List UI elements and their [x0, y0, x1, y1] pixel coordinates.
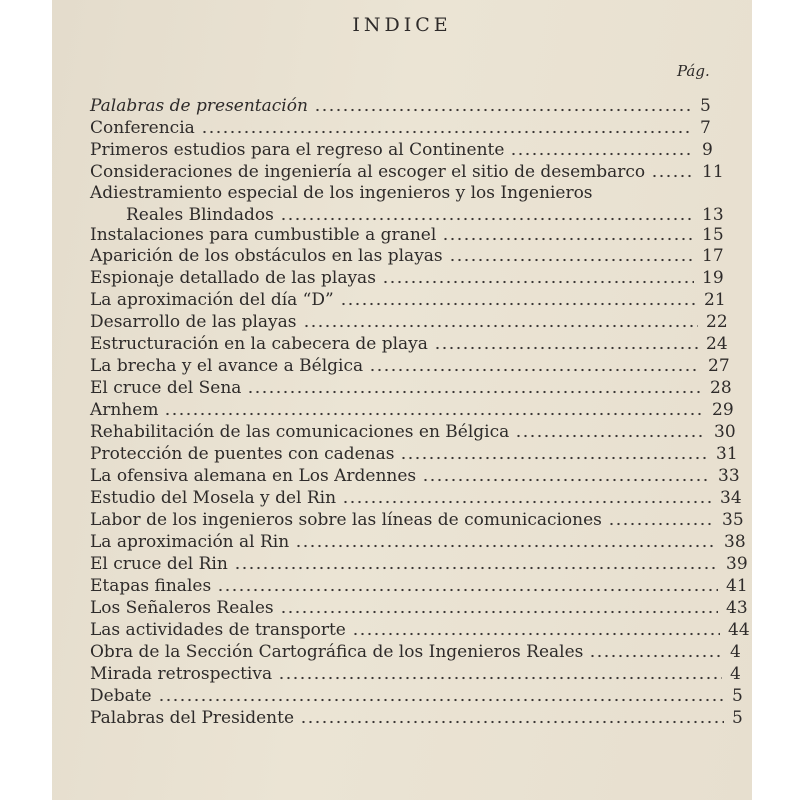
toc-entry — [90, 140, 752, 162]
dot-leader — [352, 632, 720, 636]
toc-entry-title: Protección de puentes con cadenas — [90, 444, 395, 464]
dot-leader — [651, 174, 694, 178]
dot-leader — [278, 676, 722, 680]
toc-entry — [90, 183, 752, 225]
toc-entry-title: Arnhem — [90, 400, 159, 420]
toc-entry — [90, 400, 752, 422]
dot-leader — [314, 108, 692, 112]
toc-entry — [90, 162, 752, 184]
toc-entry-title: Conferencia — [90, 118, 195, 138]
toc-entry-title-continued: Reales Blindados — [126, 205, 274, 225]
toc-entry-title: Consideraciones de ingeniería al escoger el sitio de desembarco — [90, 162, 646, 182]
dot-leader — [369, 368, 700, 372]
dot-leader — [442, 237, 694, 241]
dot-leader — [300, 720, 724, 724]
toc-page-number: 7 — [700, 118, 711, 138]
toc-entry — [90, 488, 752, 510]
toc-entry-title: Las actividades de transporte — [90, 620, 346, 640]
dot-leader — [589, 654, 722, 658]
toc-entry-title: La brecha y el avance a Bélgica — [90, 356, 364, 376]
book-page — [52, 0, 752, 800]
dot-leader — [164, 412, 704, 416]
toc-entry-title: Espionaje detallado de las playas — [90, 268, 376, 288]
dot-leader — [515, 434, 706, 438]
toc-entry — [90, 576, 752, 598]
toc-entry — [90, 532, 752, 554]
page-column-header: Pág. — [677, 62, 710, 80]
toc-page-number: 39 — [726, 554, 748, 574]
toc-entry-title: Los Señaleros Reales — [90, 598, 274, 618]
dot-leader — [449, 258, 694, 262]
toc-page-number: 9 — [702, 140, 713, 160]
toc-entry-title: Estructuración en la cabecera de playa — [90, 334, 428, 354]
toc-entry — [90, 620, 752, 642]
dot-leader — [303, 324, 698, 328]
dot-leader — [217, 588, 718, 592]
toc-entry-title: La ofensiva alemana en Los Ardennes — [90, 466, 417, 486]
dot-leader — [382, 280, 694, 284]
toc-page-number: 44 — [728, 620, 750, 640]
toc-entry — [90, 664, 752, 686]
toc-entry — [90, 246, 752, 268]
toc-entry-title: La aproximación al Rin — [90, 532, 290, 552]
toc-page-number: 38 — [724, 532, 746, 552]
toc-entry-title: Adiestramiento especial de los ingenieros y los Ingenieros — [90, 183, 593, 203]
toc-entry-title: El cruce del Sena — [90, 378, 242, 398]
toc-entry-title: Mirada retrospectiva — [90, 664, 273, 684]
toc-entry-title: Etapas finales — [90, 576, 212, 596]
dot-leader — [201, 130, 692, 134]
toc-page-number: 4 — [730, 664, 741, 684]
toc-entry — [90, 334, 752, 356]
dot-leader — [340, 302, 696, 306]
toc-page-number: 22 — [706, 312, 728, 332]
toc-page-number: 33 — [718, 466, 740, 486]
toc-page-number: 19 — [702, 268, 724, 288]
dot-leader — [280, 217, 694, 221]
toc-entry — [90, 290, 752, 312]
toc-page-number: 31 — [716, 444, 738, 464]
toc-page-number: 5 — [732, 686, 743, 706]
toc-entry-title: Instalaciones para cumbustible a granel — [90, 225, 437, 245]
toc-page-number: 17 — [702, 246, 724, 266]
dot-leader — [295, 544, 716, 548]
toc-page-number: 30 — [714, 422, 736, 442]
dot-leader — [400, 456, 708, 460]
dot-leader — [158, 698, 724, 702]
toc-entry-title: Desarrollo de las playas — [90, 312, 297, 332]
toc-entry — [90, 356, 752, 378]
toc-entry — [90, 510, 752, 532]
toc-page-number: 27 — [708, 356, 730, 376]
table-of-contents — [52, 0, 752, 800]
toc-entry — [90, 378, 752, 400]
toc-page-number: 24 — [706, 334, 728, 354]
dot-leader — [434, 346, 698, 350]
toc-entry — [90, 466, 752, 488]
toc-entry-title: Rehabilitación de las comunicaciones en Bélgica — [90, 422, 510, 442]
toc-page-number: 43 — [726, 598, 748, 618]
dot-leader — [247, 390, 702, 394]
toc-entry-title: Labor de los ingenieros sobre las líneas de comunicaciones — [90, 510, 602, 530]
toc-entry — [90, 708, 752, 730]
toc-page-number: 15 — [702, 225, 724, 245]
toc-page-number: 34 — [720, 488, 742, 508]
dot-leader — [280, 610, 718, 614]
toc-page-number: 4 — [730, 642, 741, 662]
toc-page-number: 5 — [700, 96, 711, 116]
toc-entry — [90, 554, 752, 576]
toc-entry — [90, 118, 752, 140]
toc-entry — [90, 444, 752, 466]
dot-leader — [234, 566, 718, 570]
toc-page-number: 41 — [726, 576, 748, 596]
toc-entry — [90, 225, 752, 247]
toc-entry-title: Estudio del Mosela y del Rin — [90, 488, 337, 508]
toc-entry — [90, 422, 752, 444]
toc-page-number: 28 — [710, 378, 732, 398]
toc-page-number: 5 — [732, 708, 743, 728]
toc-entry-title: Palabras de presentación — [90, 96, 308, 116]
toc-page-number: 13 — [702, 205, 724, 225]
toc-entry-title: Debate — [90, 686, 152, 706]
toc-entry — [90, 96, 752, 118]
toc-entry — [90, 642, 752, 664]
toc-entry-title: Obra de la Sección Cartográfica de los Ingenieros Reales — [90, 642, 584, 662]
toc-entry — [90, 268, 752, 290]
dot-leader — [510, 152, 694, 156]
toc-page-number: 11 — [702, 162, 724, 182]
toc-entry-title: Primeros estudios para el regreso al Continente — [90, 140, 505, 160]
toc-page-number: 29 — [712, 400, 734, 420]
toc-entry-title: Palabras del Presidente — [90, 708, 295, 728]
toc-entry-title: La aproximación del día “D” — [90, 290, 334, 310]
toc-entry-title: Aparición de los obstáculos en las playas — [90, 246, 443, 266]
dot-leader — [608, 522, 714, 526]
toc-entry-title: El cruce del Rin — [90, 554, 228, 574]
toc-page-number: 21 — [704, 290, 726, 310]
dot-leader — [422, 478, 710, 482]
toc-page-number: 35 — [722, 510, 744, 530]
toc-entry — [90, 686, 752, 708]
dot-leader — [342, 500, 712, 504]
page-title: INDICE — [352, 14, 452, 36]
toc-entry — [90, 598, 752, 620]
toc-entry — [90, 312, 752, 334]
